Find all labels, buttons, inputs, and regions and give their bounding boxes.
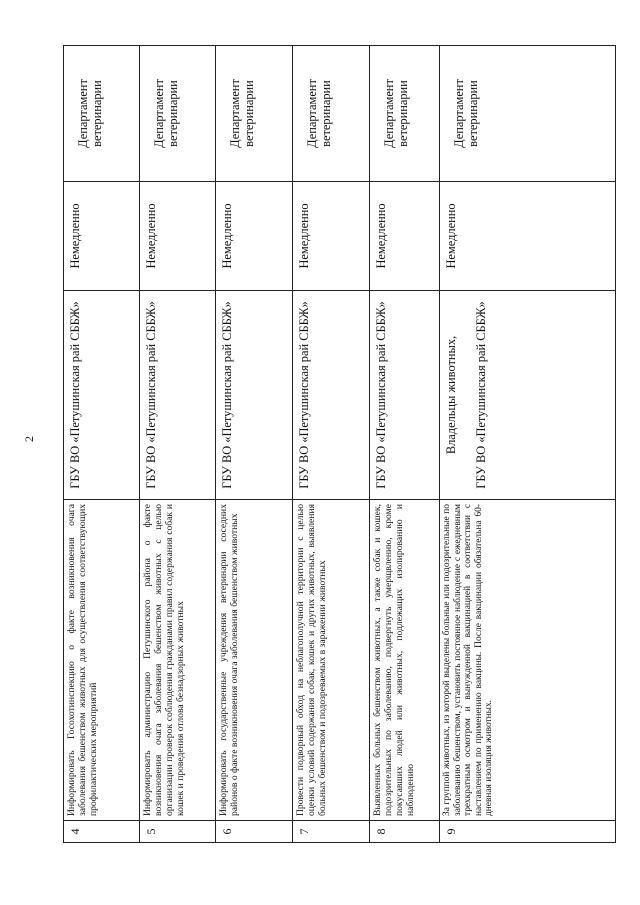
responsible-cell: ГБУ ВО «Петушинская рай СББЖ» bbox=[216, 291, 293, 500]
deadline-cell: Немедленно bbox=[140, 182, 216, 291]
responsible-cell: ГБУ ВО «Петушинская рай СББЖ» bbox=[293, 291, 370, 500]
row-number: 7 bbox=[293, 821, 370, 843]
deadline-cell: Немедленно bbox=[64, 182, 140, 291]
deadline-cell: Немедленно bbox=[216, 182, 293, 291]
action-cell: Выявленных больных бешенством животных, а также собак и кошек, подозрительных по заболеванию, подвергнуть умерщвлению, кроме покусавших людей или животных, подлежащих изолированию и наблюдению bbox=[370, 500, 440, 821]
row-number: 4 bbox=[64, 821, 140, 843]
responsible-owners: Владельцы животных, bbox=[444, 335, 458, 455]
page-number: 2 bbox=[22, 436, 36, 442]
responsible-cell: ГБУ ВО «Петушинская рай СББЖ» bbox=[140, 291, 216, 500]
rotated-table-container bbox=[63, 46, 615, 843]
responsible-institution: ГБУ ВО «Петушинская рай СББЖ» bbox=[474, 301, 488, 489]
table-row bbox=[64, 46, 140, 843]
action-cell: Информировать государственные учреждения ветеринарии соседних районов о факте возникновения очага заболевания бешенством животных bbox=[216, 500, 293, 821]
control-cell: Департамент ветеринарии bbox=[293, 46, 370, 182]
responsible-cell bbox=[440, 291, 616, 500]
measures-table bbox=[63, 45, 616, 843]
table-row bbox=[293, 46, 370, 843]
row-number: 8 bbox=[370, 821, 440, 843]
action-cell: За группой животных, из которой выделены больные или подозрительные по заболеванию бешенством, установить постоянное наблюдение с ежедневным трехкратным осмотром и вынужденной вакцинацией в соответствии с наставлением по применению вакцины. После вакцинации обязательна 60-дневная изоляция животных. bbox=[440, 500, 616, 821]
responsible-cell: ГБУ ВО «Петушинская рай СББЖ» bbox=[64, 291, 140, 500]
control-cell: Департамент ветеринарии bbox=[370, 46, 440, 182]
action-cell: Провести подворный обход на неблагополучной территории с целью оценки условий содержания собак, кошек и других животных, выявления больных бешенством и подозреваемых в заражении животных bbox=[293, 500, 370, 821]
deadline-cell: Немедленно bbox=[370, 182, 440, 291]
control-cell: Департамент ветеринарии bbox=[216, 46, 293, 182]
action-cell: Информировать администрацию Петушинского района о факте возникновения очага заболевания бешенством животных с целью организации проверок соблюдения гражданами правил содержания собак и кошек и проведения отлова безнадзорных животных bbox=[140, 500, 216, 821]
table-row bbox=[140, 46, 216, 843]
responsible-cell: ГБУ ВО «Петушинская рай СББЖ» bbox=[370, 291, 440, 500]
control-cell: Департамент ветеринарии bbox=[140, 46, 216, 182]
row-number: 6 bbox=[216, 821, 293, 843]
table-row bbox=[216, 46, 293, 843]
control-cell: Департамент ветеринарии bbox=[440, 46, 616, 182]
deadline-cell: Немедленно bbox=[440, 182, 616, 291]
action-cell: Информировать Госохотинспекцию о факте возникновения очага заболевания бешенством животных для осуществления соответствующих профилактических мероприятий bbox=[64, 500, 140, 821]
table-row bbox=[370, 46, 440, 843]
deadline-cell: Немедленно bbox=[293, 182, 370, 291]
control-cell: Департамент ветеринарии bbox=[64, 46, 140, 182]
row-number: 9 bbox=[440, 821, 616, 843]
table-row bbox=[440, 46, 616, 843]
row-number: 5 bbox=[140, 821, 216, 843]
